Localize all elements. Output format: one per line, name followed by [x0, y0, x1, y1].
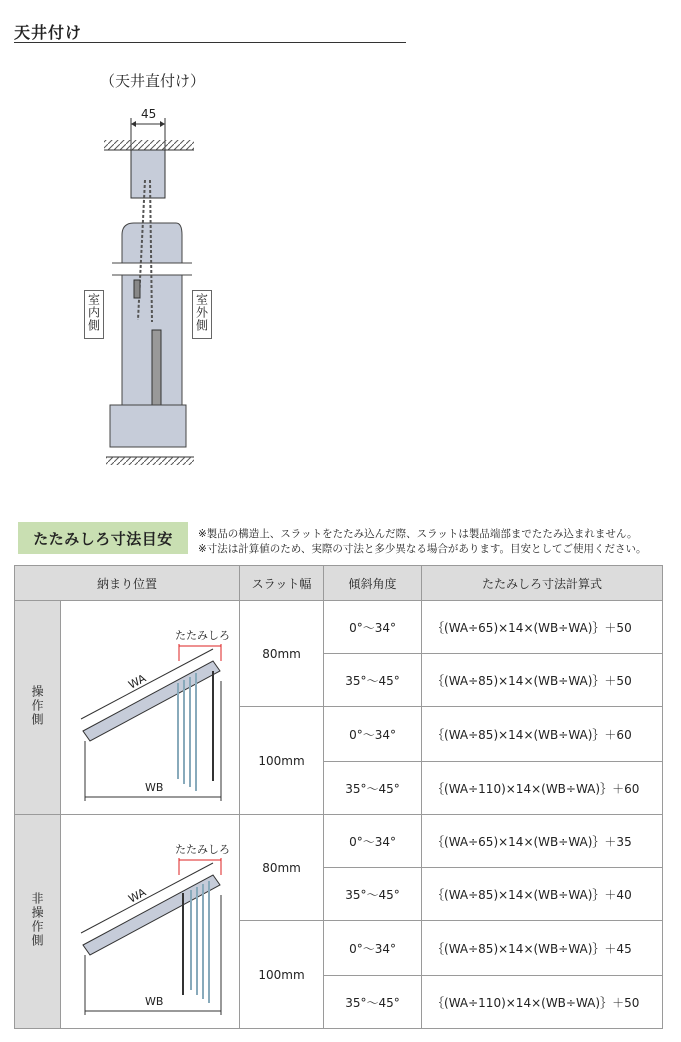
wb-label: WB [144, 781, 163, 794]
wa-label: WA [125, 885, 148, 906]
angle-cell: 35°～45° [324, 868, 422, 921]
tatamishiro-label: たたみしろ [174, 629, 230, 642]
table-row [15, 815, 663, 868]
angle-cell: 35°～45° [324, 654, 422, 707]
formula-cell: ｛(WA÷65)×14×(WB÷WA)｝＋50 [422, 601, 663, 654]
head-rail [131, 150, 165, 198]
diagram-caption: （天井直付け） [100, 72, 206, 90]
angle-cell: 0°～34° [324, 707, 422, 762]
angle-cell: 35°～45° [324, 762, 422, 815]
formula-cell: ｛(WA÷65)×14×(WB÷WA)｝＋35 [422, 815, 663, 868]
fold-table [14, 565, 663, 1029]
formula-cell: ｛(WA÷85)×14×(WB÷WA)｝＋40 [422, 868, 663, 921]
width-cell: 80mm [240, 815, 324, 921]
header-slat-width: スラット幅 [240, 566, 324, 601]
formula-cell: ｛(WA÷110)×14×(WB÷WA)｝＋50 [422, 976, 663, 1029]
angle-cell: 0°～34° [324, 601, 422, 654]
ceiling-mount-diagram [90, 60, 240, 475]
note-1: ※製品の構造上、スラットをたたみ込んだ際、スラットは製品端部までたたみ込まれません。 [198, 528, 638, 540]
angle-cell: 0°～34° [324, 921, 422, 976]
floor-hatch [106, 457, 194, 465]
section-title: 天井付け [14, 23, 83, 42]
indoor-label: 室内側 [84, 290, 104, 339]
width-cell: 100mm [240, 707, 324, 815]
fold-badge: たたみしろ寸法目安 [18, 522, 188, 554]
header-position: 納まり位置 [15, 566, 240, 601]
table-row [15, 601, 663, 654]
width-cell: 80mm [240, 601, 324, 707]
wb-label: WB [144, 995, 163, 1008]
outdoor-label: 室外側 [192, 290, 212, 339]
side-cell-non-operation: 非操作側 [15, 815, 61, 1029]
wa-label: WA [125, 671, 148, 692]
header-formula: たたみしろ寸法計算式 [422, 566, 663, 601]
dimension-label: 45 [141, 107, 157, 121]
tatamishiro-label: たたみしろ [174, 843, 230, 856]
rail [83, 661, 220, 741]
angle-cell: 35°～45° [324, 976, 422, 1029]
width-cell: 100mm [240, 921, 324, 1029]
figure-cell-operation [61, 601, 240, 815]
bottom-weight [110, 405, 186, 447]
figure-cell-non-operation [61, 815, 240, 1029]
operation-side-figure [63, 601, 238, 811]
side-cell-operation: 操作側 [15, 601, 61, 815]
formula-cell: ｛(WA÷85)×14×(WB÷WA)｝＋60 [422, 707, 663, 762]
header-angle: 傾斜角度 [324, 566, 422, 601]
formula-cell: ｛(WA÷110)×14×(WB÷WA)｝＋60 [422, 762, 663, 815]
angle-cell: 0°～34° [324, 815, 422, 868]
formula-cell: ｛(WA÷85)×14×(WB÷WA)｝＋50 [422, 654, 663, 707]
ceiling-hatch [104, 140, 194, 150]
formula-cell: ｛(WA÷85)×14×(WB÷WA)｝＋45 [422, 921, 663, 976]
non-operation-side-figure [63, 815, 238, 1025]
title-rule [14, 42, 406, 43]
rail [83, 875, 220, 955]
table-header-row [15, 566, 663, 601]
note-2: ※寸法は計算値のため、実際の寸法と多少異なる場合があります。目安としてご使用ください。 [198, 543, 647, 555]
